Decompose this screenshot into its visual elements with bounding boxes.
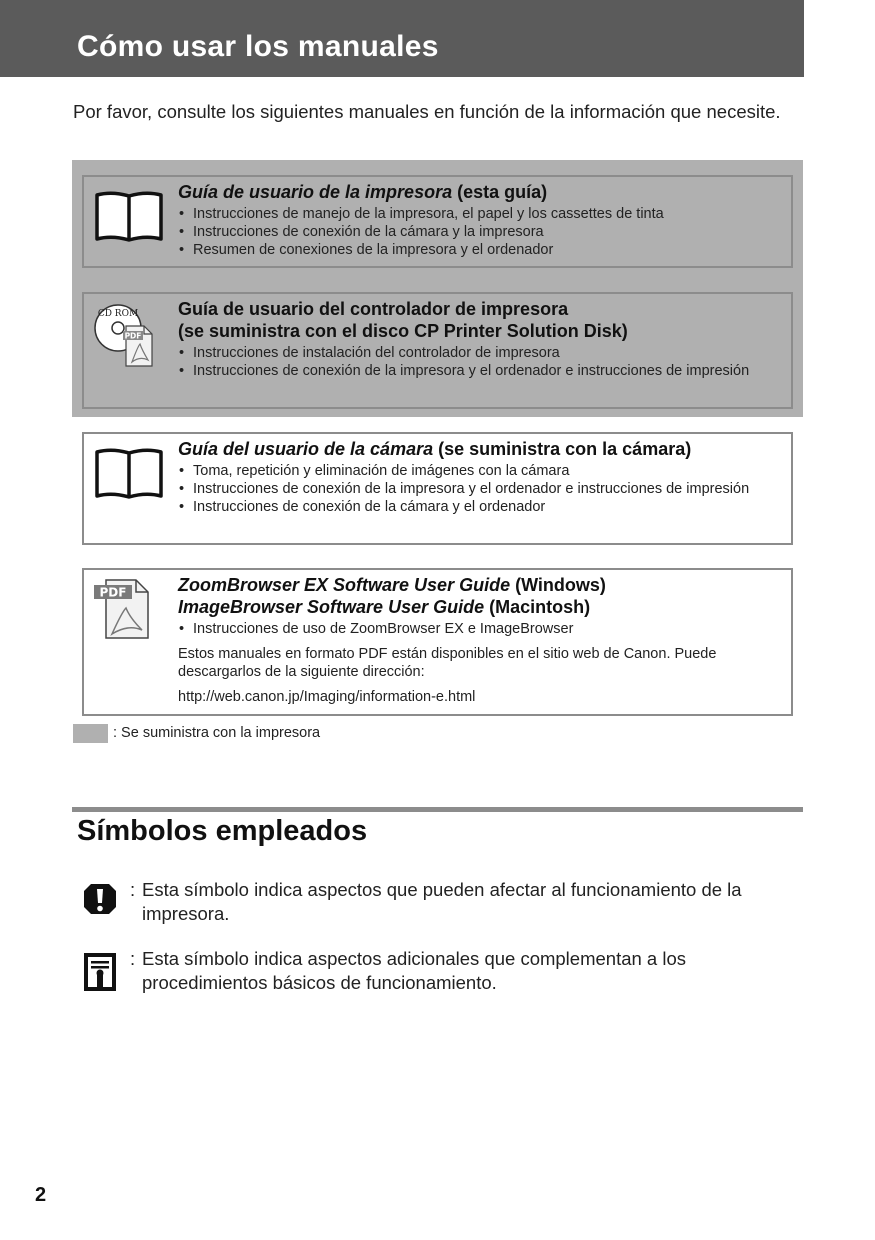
list-item: • Toma, repetición y eliminación de imágenes con la cámara (178, 462, 771, 480)
list-item: • Instrucciones de conexión de la cámara y el ordenador (178, 498, 771, 516)
page-number: 2 (35, 1184, 47, 1206)
legend-swatch (73, 724, 108, 743)
manual-subtitle: (se suministra con el disco CP Printer Solution Disk) (178, 321, 628, 341)
manual-driver-guide (82, 292, 793, 409)
symbol-colon: : (130, 879, 136, 900)
note-icon (82, 951, 118, 993)
intro-text: Por favor, consulte los siguientes manuales en función de la información que necesite. (73, 101, 781, 122)
book-icon (94, 189, 164, 245)
list-item: • Resumen de conexiones de la impresora y el ordenador (178, 241, 771, 259)
manual-items (178, 344, 771, 380)
manual-printer-guide (82, 175, 793, 268)
manual-title: ZoomBrowser EX Software User Guide (Windows) (178, 575, 606, 595)
pdf-label: PDF (124, 331, 142, 341)
list-item: • Instrucciones de conexión de la impresora y el ordenador e instrucciones de impresión (178, 362, 771, 380)
manual-note: Estos manuales en formato PDF están disponibles en el sitio web de Canon. Puede descargarlos de la siguiente dirección: (178, 646, 717, 680)
manual-software-guide (82, 568, 793, 716)
legend-text: : Se suministra con la impresora (113, 725, 321, 741)
pdf-icon (90, 576, 152, 640)
manual-items (178, 205, 771, 259)
warning-icon (82, 881, 118, 917)
manual-camera-guide (82, 432, 793, 545)
section-title: Símbolos empleados (77, 815, 368, 847)
manual-title: Guía de usuario del controlador de impresora (178, 299, 569, 319)
manual-items (178, 462, 771, 516)
list-item: • Instrucciones de manejo de la impresora, el papel y los cassettes de tinta (178, 205, 771, 223)
symbol-colon: : (130, 948, 136, 969)
title-bar (0, 0, 804, 77)
cd-rom-label: CD ROM (97, 309, 139, 319)
manual-url: http://web.canon.jp/Imaging/information-e.html (178, 689, 476, 705)
pdf-label: PDF (99, 585, 127, 600)
page-title: Cómo usar los manuales (77, 30, 439, 63)
manual-title: Guía de usuario de la impresora (esta guía) (178, 182, 548, 202)
section-divider (72, 807, 803, 812)
list-item: • Instrucciones de uso de ZoomBrowser EX e ImageBrowser (178, 620, 771, 638)
manual-title-2: ImageBrowser Software User Guide (Macintosh) (178, 597, 591, 617)
list-item: • Instrucciones de conexión de la impresora y el ordenador e instrucciones de impresión (178, 480, 771, 498)
book-icon (94, 446, 164, 502)
symbol-description: Esta símbolo indica aspectos que pueden afectar al funcionamiento de la impresora. (142, 879, 742, 924)
manual-title: Guía del usuario de la cámara (se suministra con la cámara) (178, 439, 692, 459)
cd-rom-icon (90, 302, 156, 368)
symbol-description: Esta símbolo indica aspectos adicionales que complementan a los procedimientos básicos de funcionamiento. (142, 948, 687, 993)
list-item: • Instrucciones de conexión de la cámara y la impresora (178, 223, 771, 241)
list-item: • Instrucciones de instalación del controlador de impresora (178, 344, 771, 362)
manual-items (178, 620, 771, 638)
